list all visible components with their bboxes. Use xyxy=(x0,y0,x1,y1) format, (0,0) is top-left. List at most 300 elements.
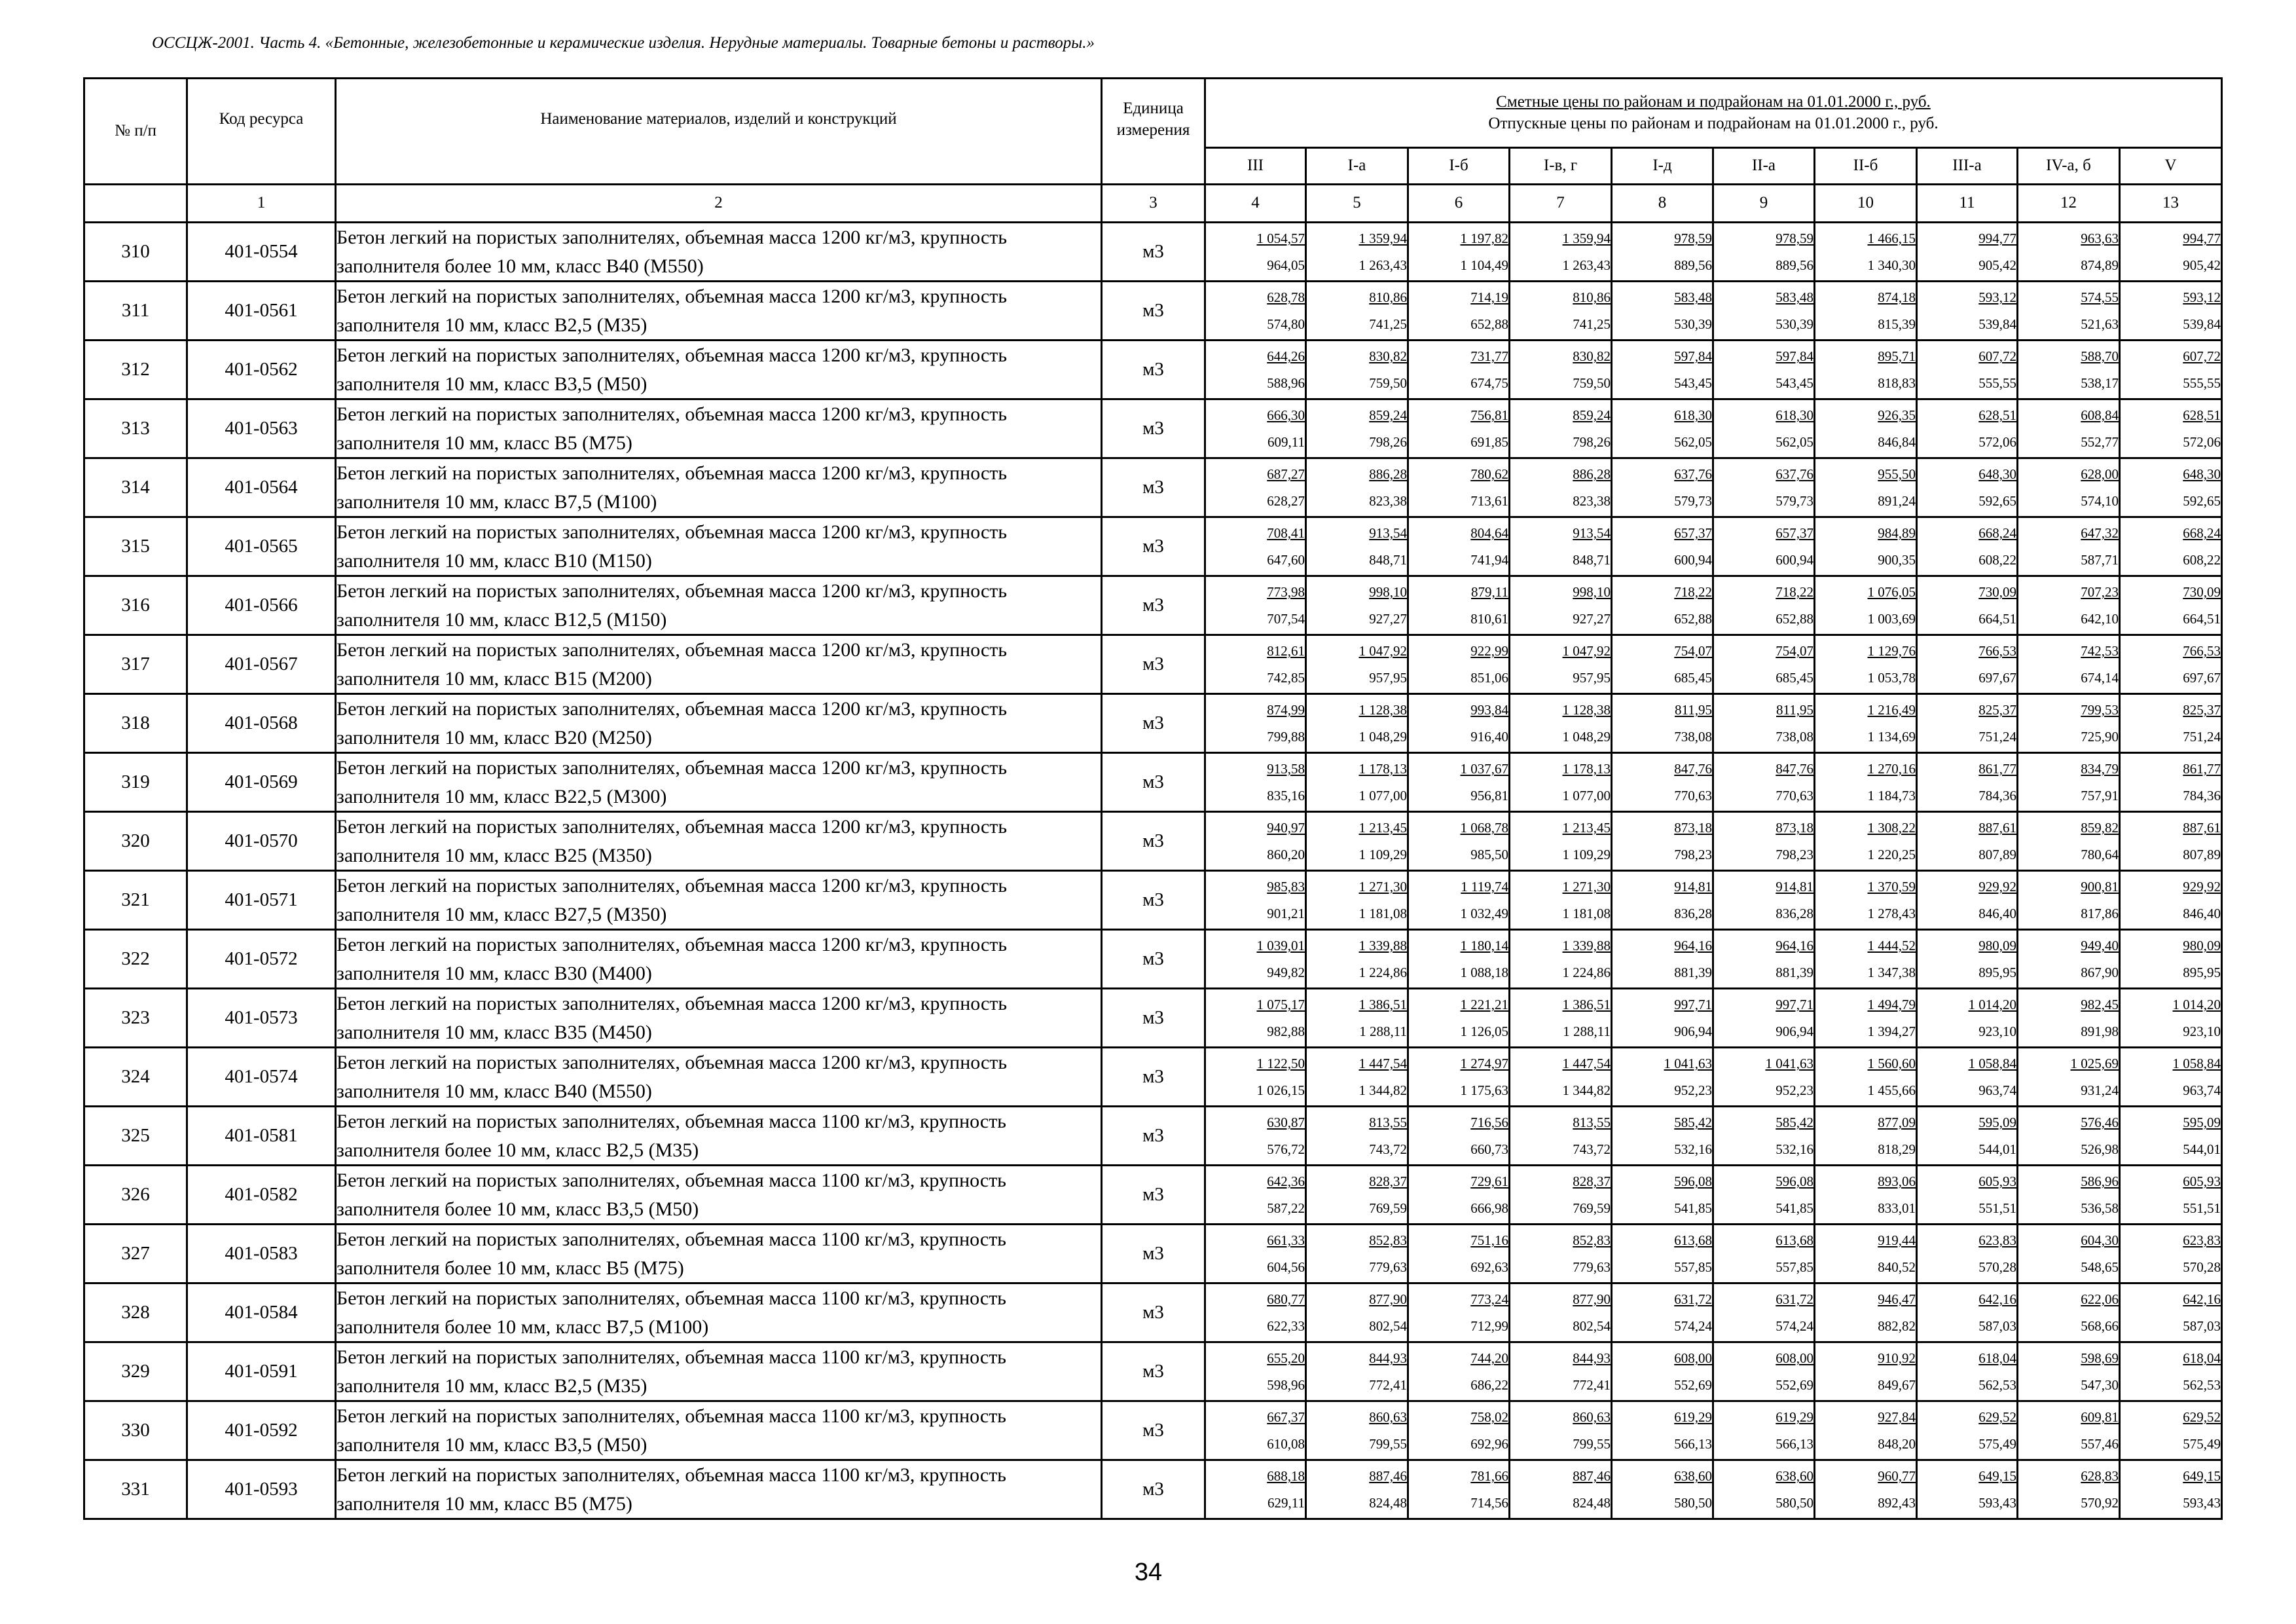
estimate-price: 628,51 xyxy=(2183,407,2221,424)
release-price: 674,14 xyxy=(2081,669,2119,686)
header-region: III-а xyxy=(1917,148,2018,185)
price-cell xyxy=(1306,1342,1408,1401)
release-price: 759,50 xyxy=(1369,375,1407,391)
price-cell xyxy=(1917,1283,2018,1342)
release-price: 1 048,29 xyxy=(1562,728,1611,745)
release-price: 562,53 xyxy=(2183,1376,2221,1393)
release-price: 1 263,43 xyxy=(1562,257,1611,273)
release-price: 949,82 xyxy=(1267,964,1305,980)
estimate-price: 631,72 xyxy=(1674,1291,1712,1308)
price-cell xyxy=(1713,635,1815,694)
price-cell xyxy=(1306,635,1408,694)
release-price: 807,89 xyxy=(1978,846,2016,862)
estimate-price: 1 370,59 xyxy=(1867,879,1916,895)
estimate-price: 1 178,13 xyxy=(1562,761,1611,777)
release-price: 840,52 xyxy=(1878,1259,1916,1275)
estimate-price: 668,24 xyxy=(2183,525,2221,542)
release-price: 547,30 xyxy=(2081,1376,2119,1393)
release-price: 574,24 xyxy=(1674,1318,1712,1334)
price-cell xyxy=(1713,1401,1815,1460)
price-cell xyxy=(1306,694,1408,753)
estimate-price: 1 359,94 xyxy=(1562,231,1611,247)
release-price: 725,90 xyxy=(2081,728,2119,745)
price-cell xyxy=(1408,1225,1510,1283)
price-cell xyxy=(1917,1401,2018,1460)
estimate-price: 900,81 xyxy=(2081,879,2119,895)
price-cell xyxy=(1612,1283,1713,1342)
release-price: 874,89 xyxy=(2081,257,2119,273)
price-cell xyxy=(1917,399,2018,458)
row-number: 324 xyxy=(84,1048,187,1107)
estimate-price: 1 068,78 xyxy=(1460,820,1508,836)
estimate-price: 1 213,45 xyxy=(1562,820,1611,836)
estimate-price: 649,15 xyxy=(1978,1468,2016,1485)
price-cell xyxy=(1713,694,1815,753)
estimate-price: 607,72 xyxy=(1978,348,2016,365)
price-cell xyxy=(1205,753,1306,812)
price-cell xyxy=(2120,753,2222,812)
estimate-price: 1 494,79 xyxy=(1867,997,1916,1013)
release-price: 835,16 xyxy=(1267,787,1305,803)
price-cell xyxy=(1815,399,1917,458)
header-colnum-blank xyxy=(84,185,187,223)
price-cell xyxy=(1612,753,1713,812)
price-cell xyxy=(2018,1107,2120,1166)
estimate-price: 648,30 xyxy=(1978,466,2016,483)
price-cell xyxy=(1713,458,1815,517)
release-price: 799,55 xyxy=(1369,1435,1407,1452)
release-price: 807,89 xyxy=(2183,846,2221,862)
release-price: 846,84 xyxy=(1878,434,1916,450)
table-row xyxy=(84,1460,2222,1519)
price-cell xyxy=(2120,871,2222,930)
price-cell xyxy=(1612,1107,1713,1166)
header-region: V xyxy=(2120,148,2222,185)
price-cell xyxy=(1815,1401,1917,1460)
estimate-price: 638,60 xyxy=(1776,1468,1813,1485)
price-cell xyxy=(1713,753,1815,812)
estimate-price: 922,99 xyxy=(1470,643,1508,659)
estimate-price: 861,77 xyxy=(1978,761,2016,777)
estimate-price: 887,46 xyxy=(1573,1468,1611,1485)
release-price: 552,69 xyxy=(1776,1376,1813,1393)
release-price: 574,24 xyxy=(1776,1318,1813,1334)
material-name: Бетон легкий на пористых заполнителях, объемная масса 1100 кг/м3, крупность заполнителя более 10 мм, класс В2,5 (М35) xyxy=(336,1107,1102,1166)
price-cell xyxy=(2018,458,2120,517)
release-price: 666,98 xyxy=(1470,1200,1508,1216)
price-cell xyxy=(1510,1401,1612,1460)
price-cell xyxy=(1713,989,1815,1048)
material-name: Бетон легкий на пористых заполнителях, объемная масса 1200 кг/м3, крупность заполнителя 10 мм, класс В12,5 (М150) xyxy=(336,576,1102,635)
estimate-price: 1 058,84 xyxy=(1968,1056,2016,1072)
estimate-price: 914,81 xyxy=(1776,879,1813,895)
table-row xyxy=(84,635,2222,694)
release-price: 593,43 xyxy=(2183,1494,2221,1511)
table-row xyxy=(84,1166,2222,1225)
release-price: 1 109,29 xyxy=(1358,846,1407,862)
release-price: 906,94 xyxy=(1674,1023,1712,1039)
table-row xyxy=(84,1401,2222,1460)
release-price: 901,21 xyxy=(1267,905,1305,921)
release-price: 772,41 xyxy=(1573,1376,1611,1393)
price-cell xyxy=(2120,399,2222,458)
header-region: I-б xyxy=(1408,148,1510,185)
release-price: 757,91 xyxy=(2081,787,2119,803)
estimate-price: 1 039,01 xyxy=(1256,938,1305,954)
price-cell xyxy=(1815,1283,1917,1342)
estimate-price: 910,92 xyxy=(1878,1350,1916,1367)
estimate-price: 758,02 xyxy=(1470,1409,1508,1426)
price-cell xyxy=(2018,1166,2120,1225)
release-price: 664,51 xyxy=(1978,610,2016,627)
estimate-price: 913,58 xyxy=(1267,761,1305,777)
price-cell xyxy=(1205,812,1306,871)
unit: м3 xyxy=(1102,694,1205,753)
release-price: 1 181,08 xyxy=(1562,905,1611,921)
estimate-price: 1 221,21 xyxy=(1460,997,1508,1013)
release-price: 927,27 xyxy=(1369,610,1407,627)
resource-code: 401-0566 xyxy=(187,576,336,635)
price-cell xyxy=(1713,1166,1815,1225)
estimate-price: 998,10 xyxy=(1369,584,1407,600)
header-column-number: 13 xyxy=(2120,185,2222,223)
resource-code: 401-0554 xyxy=(187,223,336,282)
price-cell xyxy=(1815,989,1917,1048)
release-price: 818,83 xyxy=(1878,375,1916,391)
estimate-price: 825,37 xyxy=(1978,702,2016,718)
unit: м3 xyxy=(1102,1283,1205,1342)
estimate-price: 708,41 xyxy=(1267,525,1305,542)
estimate-price: 1 560,60 xyxy=(1867,1056,1916,1072)
estimate-price: 1 014,20 xyxy=(1968,997,2016,1013)
release-price: 952,23 xyxy=(1776,1082,1813,1098)
release-price: 543,45 xyxy=(1674,375,1712,391)
price-cell xyxy=(1408,1048,1510,1107)
price-cell xyxy=(1510,1460,1612,1519)
estimate-price: 631,72 xyxy=(1776,1291,1813,1308)
release-price: 685,45 xyxy=(1674,669,1712,686)
resource-code: 401-0591 xyxy=(187,1342,336,1401)
price-cell xyxy=(2120,1225,2222,1283)
price-cell xyxy=(1815,517,1917,576)
price-cell xyxy=(1510,282,1612,341)
release-price: 692,96 xyxy=(1470,1435,1508,1452)
resource-code: 401-0572 xyxy=(187,930,336,989)
header-column-number: 3 xyxy=(1102,185,1205,223)
price-cell xyxy=(1917,1342,2018,1401)
row-number: 313 xyxy=(84,399,187,458)
estimate-price: 628,78 xyxy=(1267,289,1305,306)
release-price: 572,06 xyxy=(2183,434,2221,450)
price-cell xyxy=(1917,282,2018,341)
document-header: ОССЦЖ-2001. Часть 4. «Бетонные, железобетонные и керамические изделия. Нерудные материалы. Товарные бетоны и растворы.» xyxy=(152,34,1095,52)
price-cell xyxy=(1713,1225,1815,1283)
release-price: 652,88 xyxy=(1776,610,1813,627)
release-price: 604,56 xyxy=(1267,1259,1305,1275)
price-cell xyxy=(1408,930,1510,989)
estimate-price: 604,30 xyxy=(2081,1232,2119,1249)
price-cell xyxy=(1917,576,2018,635)
release-price: 741,94 xyxy=(1470,551,1508,568)
release-price: 985,50 xyxy=(1470,846,1508,862)
release-price: 570,92 xyxy=(2081,1494,2119,1511)
price-cell xyxy=(2018,1460,2120,1519)
release-price: 1 220,25 xyxy=(1867,846,1916,862)
resource-code: 401-0592 xyxy=(187,1401,336,1460)
estimate-price: 680,77 xyxy=(1267,1291,1305,1308)
unit: м3 xyxy=(1102,576,1205,635)
estimate-price: 648,30 xyxy=(2183,466,2221,483)
price-cell xyxy=(1612,399,1713,458)
release-price: 1 126,05 xyxy=(1460,1023,1508,1039)
price-cell xyxy=(1510,576,1612,635)
resource-code: 401-0581 xyxy=(187,1107,336,1166)
price-cell xyxy=(1408,1107,1510,1166)
estimate-price: 609,81 xyxy=(2081,1409,2119,1426)
estimate-price: 1 270,16 xyxy=(1867,761,1916,777)
unit: м3 xyxy=(1102,223,1205,282)
price-cell xyxy=(1510,1342,1612,1401)
release-price: 575,49 xyxy=(2183,1435,2221,1452)
table-row xyxy=(84,1342,2222,1401)
estimate-price: 576,46 xyxy=(2081,1115,2119,1131)
release-price: 600,94 xyxy=(1674,551,1712,568)
estimate-price: 593,12 xyxy=(2183,289,2221,306)
release-price: 738,08 xyxy=(1776,728,1813,745)
price-cell xyxy=(2120,1283,2222,1342)
table-row xyxy=(84,694,2222,753)
estimate-price: 994,77 xyxy=(2183,231,2221,247)
unit: м3 xyxy=(1102,282,1205,341)
estimate-price: 593,12 xyxy=(1978,289,2016,306)
price-cell xyxy=(1917,871,2018,930)
release-price: 541,85 xyxy=(1674,1200,1712,1216)
estimate-price: 852,83 xyxy=(1573,1232,1611,1249)
estimate-price: 877,90 xyxy=(1369,1291,1407,1308)
estimate-price: 1 339,88 xyxy=(1562,938,1611,954)
estimate-price: 847,76 xyxy=(1674,761,1712,777)
release-price: 770,63 xyxy=(1776,787,1813,803)
release-price: 770,63 xyxy=(1674,787,1712,803)
price-cell xyxy=(1917,341,2018,399)
unit: м3 xyxy=(1102,1048,1205,1107)
estimate-price: 667,37 xyxy=(1267,1409,1305,1426)
estimate-price: 980,09 xyxy=(2183,938,2221,954)
release-price: 587,71 xyxy=(2081,551,2119,568)
estimate-price: 1 213,45 xyxy=(1358,820,1407,836)
price-cell xyxy=(2120,1401,2222,1460)
price-cell xyxy=(1713,812,1815,871)
row-number: 317 xyxy=(84,635,187,694)
table-row xyxy=(84,1107,2222,1166)
estimate-price: 642,16 xyxy=(2183,1291,2221,1308)
estimate-price: 623,83 xyxy=(1978,1232,2016,1249)
estimate-price: 859,24 xyxy=(1573,407,1611,424)
price-cell xyxy=(1408,341,1510,399)
estimate-price: 874,18 xyxy=(1878,289,1916,306)
header-num: № п/п xyxy=(84,79,187,185)
estimate-price: 1 447,54 xyxy=(1358,1056,1407,1072)
release-price: 905,42 xyxy=(2183,257,2221,273)
release-price: 1 455,66 xyxy=(1867,1082,1916,1098)
header-column-number: 6 xyxy=(1408,185,1510,223)
price-cell xyxy=(1408,753,1510,812)
release-price: 860,20 xyxy=(1267,846,1305,862)
release-price: 1 288,11 xyxy=(1563,1023,1611,1039)
release-price: 900,35 xyxy=(1878,551,1916,568)
header-region: II-а xyxy=(1713,148,1815,185)
price-cell xyxy=(1917,223,2018,282)
header-column-number: 9 xyxy=(1713,185,1815,223)
release-price: 691,85 xyxy=(1470,434,1508,450)
release-price: 1 003,69 xyxy=(1867,610,1916,627)
price-cell xyxy=(2018,399,2120,458)
release-price: 779,63 xyxy=(1369,1259,1407,1275)
price-cell xyxy=(1917,635,2018,694)
resource-code: 401-0569 xyxy=(187,753,336,812)
price-cell xyxy=(1917,1225,2018,1283)
release-price: 769,59 xyxy=(1573,1200,1611,1216)
page-number: 34 xyxy=(1134,1559,1163,1586)
price-cell xyxy=(2018,1401,2120,1460)
price-cell xyxy=(1306,1225,1408,1283)
price-cell xyxy=(1306,223,1408,282)
price-cell xyxy=(1815,635,1917,694)
estimate-price: 1 128,38 xyxy=(1562,702,1611,718)
estimate-price: 859,82 xyxy=(2081,820,2119,836)
release-price: 779,63 xyxy=(1573,1259,1611,1275)
release-price: 593,43 xyxy=(1978,1494,2016,1511)
release-price: 823,38 xyxy=(1573,492,1611,509)
estimate-price: 949,40 xyxy=(2081,938,2119,954)
unit: м3 xyxy=(1102,812,1205,871)
estimate-price: 1 129,76 xyxy=(1867,643,1916,659)
price-cell xyxy=(1510,223,1612,282)
release-price: 588,96 xyxy=(1267,375,1305,391)
estimate-price: 608,00 xyxy=(1674,1350,1712,1367)
price-cell xyxy=(1205,1342,1306,1401)
estimate-price: 828,37 xyxy=(1369,1173,1407,1190)
header-unit-label: Единица измерения xyxy=(1116,100,1190,139)
release-price: 555,55 xyxy=(1978,375,2016,391)
table-row xyxy=(84,930,2222,989)
estimate-price: 618,30 xyxy=(1776,407,1813,424)
table-row xyxy=(84,399,2222,458)
release-price: 1 088,18 xyxy=(1460,964,1508,980)
release-price: 846,40 xyxy=(2183,905,2221,921)
release-price: 555,55 xyxy=(2183,375,2221,391)
estimate-price: 877,90 xyxy=(1573,1291,1611,1308)
unit: м3 xyxy=(1102,1166,1205,1225)
release-price: 580,50 xyxy=(1776,1494,1813,1511)
header-name-label: Наименование материалов, изделий и конструкций xyxy=(540,110,897,128)
price-cell xyxy=(1306,1048,1408,1107)
price-cell xyxy=(1408,871,1510,930)
estimate-price: 985,83 xyxy=(1267,879,1305,895)
release-price: 964,05 xyxy=(1267,257,1305,273)
material-name: Бетон легкий на пористых заполнителях, объемная масса 1100 кг/м3, крупность заполнителя более 10 мм, класс В5 (М75) xyxy=(336,1225,1102,1283)
price-cell xyxy=(1306,1401,1408,1460)
price-cell xyxy=(1408,1460,1510,1519)
row-number: 326 xyxy=(84,1166,187,1225)
release-price: 810,61 xyxy=(1470,610,1508,627)
release-price: 608,22 xyxy=(2183,551,2221,568)
release-price: 692,63 xyxy=(1470,1259,1508,1275)
release-price: 609,11 xyxy=(1267,434,1305,450)
price-cell xyxy=(1408,576,1510,635)
price-cell xyxy=(1815,930,1917,989)
release-price: 881,39 xyxy=(1674,964,1712,980)
row-number: 330 xyxy=(84,1401,187,1460)
estimate-price: 978,59 xyxy=(1674,231,1712,247)
release-price: 963,74 xyxy=(2183,1082,2221,1098)
resource-code: 401-0564 xyxy=(187,458,336,517)
estimate-price: 1 076,05 xyxy=(1867,584,1916,600)
estimate-price: 628,00 xyxy=(2081,466,2119,483)
estimate-price: 668,24 xyxy=(1978,525,2016,542)
price-cell xyxy=(1713,1342,1815,1401)
price-cell xyxy=(2018,1048,2120,1107)
price-table xyxy=(83,77,2223,1520)
price-cell xyxy=(1917,694,2018,753)
estimate-price: 886,28 xyxy=(1369,466,1407,483)
release-price: 543,45 xyxy=(1776,375,1813,391)
release-price: 892,43 xyxy=(1878,1494,1916,1511)
resource-code: 401-0584 xyxy=(187,1283,336,1342)
release-price: 570,28 xyxy=(2183,1259,2221,1275)
material-name: Бетон легкий на пористых заполнителях, объемная масса 1200 кг/м3, крупность заполнителя 10 мм, класс В3,5 (М50) xyxy=(336,341,1102,399)
price-cell xyxy=(2018,871,2120,930)
release-price: 570,28 xyxy=(1978,1259,2016,1275)
release-price: 587,03 xyxy=(2183,1318,2221,1334)
release-price: 798,26 xyxy=(1573,434,1611,450)
estimate-price: 766,53 xyxy=(1978,643,2016,659)
row-number: 327 xyxy=(84,1225,187,1283)
estimate-price: 781,66 xyxy=(1470,1468,1508,1485)
release-price: 923,10 xyxy=(2183,1023,2221,1039)
price-cell xyxy=(1917,458,2018,517)
estimate-price: 628,51 xyxy=(1978,407,2016,424)
material-name: Бетон легкий на пористых заполнителях, объемная масса 1200 кг/м3, крупность заполнителя 10 мм, класс В25 (М350) xyxy=(336,812,1102,871)
material-name: Бетон легкий на пористых заполнителях, объемная масса 1100 кг/м3, крупность заполнителя более 10 мм, класс В3,5 (М50) xyxy=(336,1166,1102,1225)
release-price: 889,56 xyxy=(1674,257,1712,273)
release-price: 598,96 xyxy=(1267,1376,1305,1393)
estimate-price: 893,06 xyxy=(1878,1173,1916,1190)
row-number: 323 xyxy=(84,989,187,1048)
release-price: 652,88 xyxy=(1470,316,1508,332)
price-cell xyxy=(1408,812,1510,871)
estimate-price: 622,06 xyxy=(2081,1291,2119,1308)
release-price: 1 184,73 xyxy=(1867,787,1916,803)
estimate-price: 873,18 xyxy=(1776,820,1813,836)
estimate-price: 1 447,54 xyxy=(1562,1056,1611,1072)
price-cell xyxy=(1815,1048,1917,1107)
estimate-price: 731,77 xyxy=(1470,348,1508,365)
release-price: 551,51 xyxy=(1978,1200,2016,1216)
estimate-price: 913,54 xyxy=(1573,525,1611,542)
release-price: 895,95 xyxy=(2183,964,2221,980)
release-price: 916,40 xyxy=(1470,728,1508,745)
price-cell xyxy=(1510,1225,1612,1283)
unit: м3 xyxy=(1102,341,1205,399)
price-cell xyxy=(1815,223,1917,282)
price-cell xyxy=(1612,1166,1713,1225)
price-cell xyxy=(1510,1166,1612,1225)
price-cell xyxy=(1408,1166,1510,1225)
price-cell xyxy=(1612,517,1713,576)
release-price: 587,03 xyxy=(1978,1318,2016,1334)
header-region: III xyxy=(1205,148,1306,185)
